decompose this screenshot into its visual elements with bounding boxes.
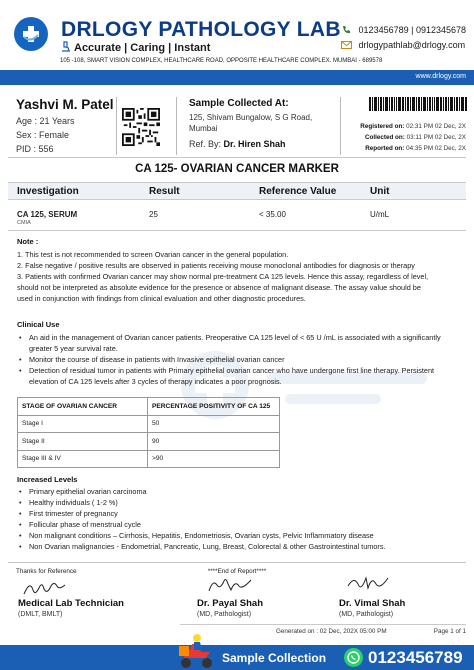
note-line: used in conjunction with findings from clinical evaluation and other diagnostic procedures. xyxy=(17,294,306,304)
lab-logo-icon xyxy=(14,17,48,51)
positivity-col-header: PERCENTAGE POSITIVITY OF CA 125 xyxy=(148,398,280,416)
thanks-text: Thanks for Reference xyxy=(16,568,77,575)
stage-col-header: STAGE OF OVARIAN CANCER xyxy=(18,398,148,416)
stage-table xyxy=(17,397,280,468)
report-dates xyxy=(360,121,466,154)
positivity-cell: 90 xyxy=(148,433,280,451)
divider xyxy=(116,97,117,155)
signature-vimal-shah xyxy=(339,598,405,618)
test-reference: < 35.00 xyxy=(259,210,286,219)
col-investigation: Investigation xyxy=(17,186,79,197)
positivity-cell: 50 xyxy=(148,415,280,433)
lab-tagline: Accurate | Caring | Instant xyxy=(61,41,210,55)
clinical-use-title: Clinical Use xyxy=(17,320,60,329)
note-line: 3. Patients with confirmed Ovarian cancer may show normal pre-treatment CA 125 levels. Hence this assay, regardless of level, xyxy=(17,272,429,282)
col-unit: Unit xyxy=(370,186,390,197)
lab-address: 105 -108, SMART VISION COMPLEX, HEALTHCARE ROAD, OPPOSITE HEALTHCARE COMPLEX. MUMBAI - 689578 xyxy=(60,58,383,64)
list-item: • Healthy individuals ( 1-2 %) xyxy=(17,497,465,508)
report-header xyxy=(0,0,474,55)
divider xyxy=(8,230,466,231)
stage-cell: Stage I xyxy=(18,415,148,433)
patient-pid: PID : 556 xyxy=(16,144,54,154)
test-method: CMIA xyxy=(17,220,31,226)
positivity-cell: >90 xyxy=(148,450,280,468)
patient-name: Yashvi M. Patel xyxy=(16,97,114,112)
email-address[interactable]: drlogypathlab@drlogy.com xyxy=(358,39,466,50)
report-title: CA 125- OVARIAN CANCER MARKER xyxy=(135,163,339,175)
divider xyxy=(340,97,341,155)
patient-age: Age : 21 Years xyxy=(16,116,75,126)
divider xyxy=(8,157,466,158)
table-row xyxy=(18,450,280,468)
divider xyxy=(180,624,466,625)
col-result: Result xyxy=(149,186,180,197)
referring-doctor: Ref. By: Dr. Hiren Shah xyxy=(189,139,286,149)
collected-date: Collected on: 03:11 PM 02 Dec, 2X xyxy=(364,134,466,141)
end-of-report: ****End of Report**** xyxy=(207,568,267,575)
whatsapp-icon[interactable] xyxy=(344,648,363,667)
sample-info xyxy=(189,98,329,149)
sample-address-line1: 125, Shivam Bungalow, S G Road, xyxy=(189,113,313,122)
contact-info xyxy=(341,22,466,52)
increased-levels-list xyxy=(17,486,465,553)
list-item: • First trimester of pregnancy xyxy=(17,508,465,519)
phone-numbers[interactable]: 0123456789 | 0912345678 xyxy=(358,24,466,35)
footer-band xyxy=(0,645,474,670)
technician-qualification: (DMLT, BMLT) xyxy=(18,611,63,618)
list-item: • Non malignant conditions – Cirrhosis, Hepatitis, Endometriosis, Ovarian cysts, Pelvic Inflammatory disease xyxy=(17,530,465,541)
increased-levels-title: Increased Levels xyxy=(17,475,78,484)
note-line: should not be interpreted as absolute evidence for the presence or absence of malignant disease. The assay value should be xyxy=(17,283,421,293)
stage-cell: Stage II xyxy=(18,433,148,451)
helpline-number[interactable]: 0123456789 xyxy=(368,648,463,667)
col-reference: Reference Value xyxy=(259,186,337,197)
generated-on: Generated on : 02 Dec, 202X 05:00 PM xyxy=(276,628,387,635)
reported-date: Reported on: 04:35 PM 02 Dec, 2X xyxy=(365,145,466,152)
technician-title: Medical Lab Technician xyxy=(18,598,124,609)
patient-info xyxy=(16,97,116,154)
divider xyxy=(8,562,466,563)
test-unit: U/mL xyxy=(370,210,390,219)
barcode-icon xyxy=(369,97,467,115)
note-text xyxy=(17,249,465,304)
clinical-use-list xyxy=(17,332,465,387)
list-item: • An aid in the management of Ovarian cancer patients. Preoperative CA 125 level of < 65 U /mL is associated with a significantly greater 5 year survival rate. xyxy=(17,332,465,354)
page-number: Page 1 of 1 xyxy=(433,628,466,635)
signature-vimal-icon xyxy=(346,574,390,596)
lab-name: DRLOGY PATHOLOGY LAB xyxy=(61,18,341,41)
doctor-qualification: (MD, Pathologist) xyxy=(197,611,252,618)
note-title: Note : xyxy=(17,237,39,246)
test-name: CA 125, SERUM xyxy=(17,210,78,219)
sample-title: Sample Collected At: xyxy=(189,98,289,109)
registered-date: Registered on: 02:31 PM 02 Dec, 2X xyxy=(360,123,466,130)
list-item: • Monitor the course of disease in patients with Invasive epithelial ovarian cancer xyxy=(17,354,465,365)
note-line: 2. False negative / positive results are observed in patients receiving mouse monoclonal antibodies for diagnosis or therapy xyxy=(17,261,415,271)
delivery-rider-icon xyxy=(176,630,216,670)
list-item: • Non Ovarian malignancies - Endometrial, Pancreatic, Lung, Breast, Colorectal & other Gastrointestinal tumors. xyxy=(17,541,465,552)
signature-technician xyxy=(18,598,124,618)
note-line: 1. This test is not recommended to screen Ovarian cancer in the general population. xyxy=(17,250,289,259)
patient-sex: Sex : Female xyxy=(16,130,70,140)
header-band xyxy=(0,70,474,85)
signature-payal-icon xyxy=(205,576,255,596)
table-row xyxy=(18,433,280,451)
microscope-icon xyxy=(61,41,71,55)
website-link[interactable]: www.drlogy.com xyxy=(415,73,466,80)
list-item: • Detection of residual tumor in patients with Primary epithelial ovarian cancer who have undergone first line therapy. Persistent elevation of CA 125 levels after 3 cycles of therapy indicates a poor prognosis. xyxy=(17,365,465,387)
list-item: • Primary epithelial ovarian carcinoma xyxy=(17,486,465,497)
signature-technician-icon xyxy=(22,580,68,598)
sample-collection-label: Sample Collection xyxy=(222,651,327,665)
table-row xyxy=(18,415,280,433)
doctor-name: Dr. Payal Shah xyxy=(197,598,264,609)
signature-payal-shah xyxy=(197,598,263,618)
table-header-row xyxy=(18,398,280,416)
doctor-name: Dr. Vimal Shah xyxy=(339,598,406,609)
divider xyxy=(176,97,177,155)
phone-icon xyxy=(341,25,355,35)
sample-address-line2: Mumbai xyxy=(189,124,218,133)
stage-cell: Stage III & IV xyxy=(18,450,148,468)
qr-code-icon xyxy=(122,108,160,146)
results-header xyxy=(8,182,466,200)
list-item: • Follicular phase of menstrual cycle xyxy=(17,519,465,530)
test-result: 25 xyxy=(149,210,158,219)
doctor-qualification: (MD, Pathologist) xyxy=(339,611,394,618)
email-icon xyxy=(341,41,355,49)
